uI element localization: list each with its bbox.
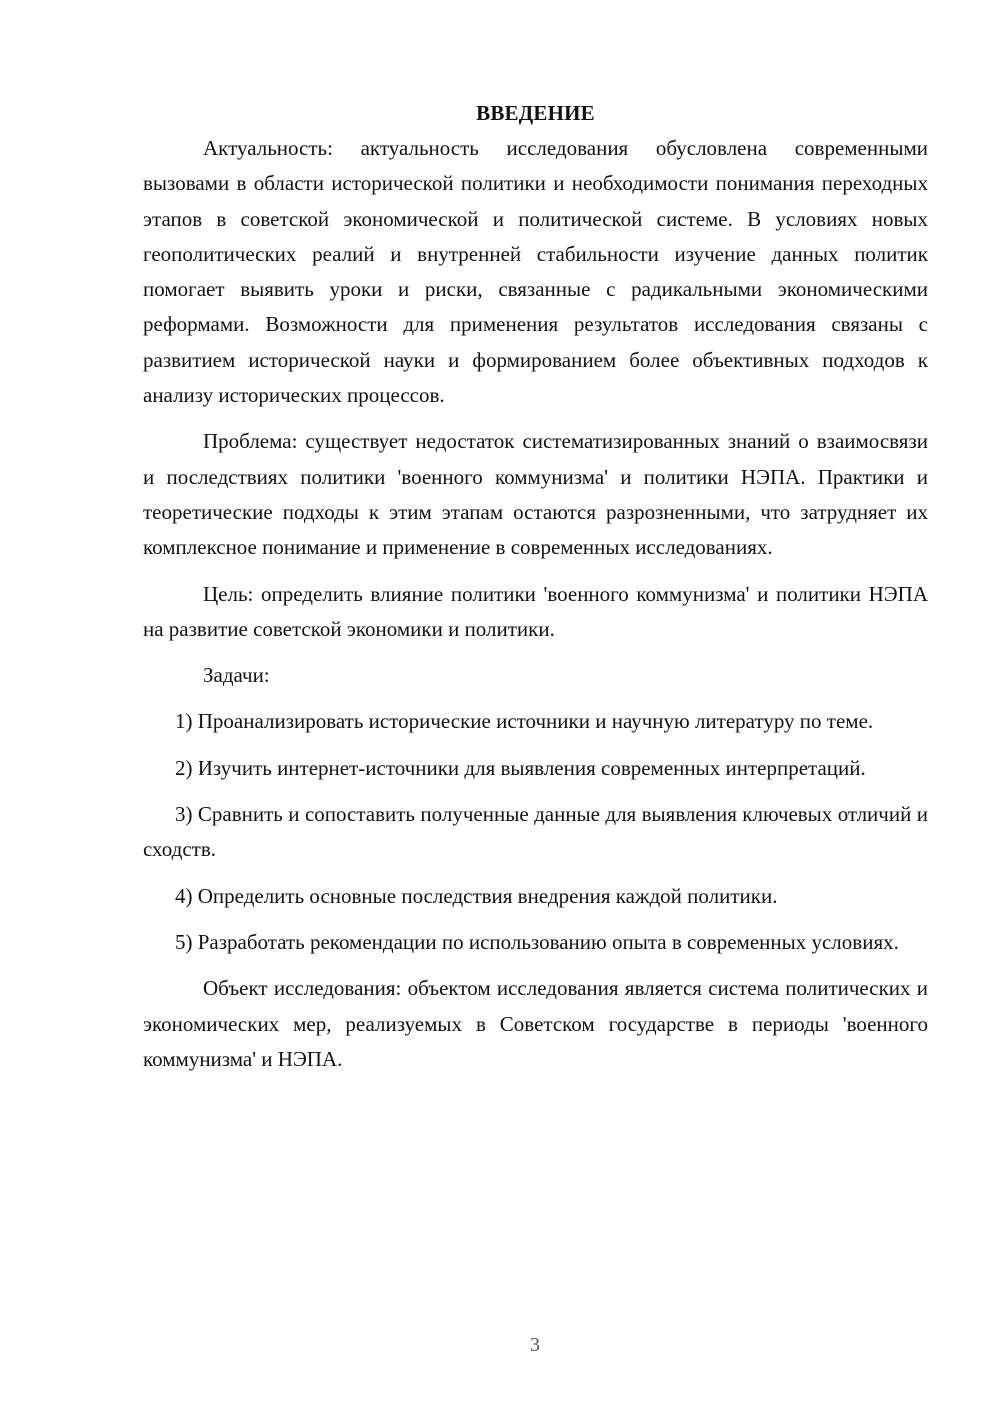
problem-paragraph: Проблема: существует недостаток систематизированных знаний о взаимосвязи и последствиях политики 'военного коммунизма' и политики НЭПА. Практики и теоретические подходы к этим этапам остаются разрозненными, что затрудняет их комплексное понимание и применение в современных исследованиях.: [143, 429, 928, 560]
task-item: 5) Разработать рекомендации по использованию опыта в современных условиях.: [175, 929, 899, 954]
section-title: ВВЕДЕНИЕ: [476, 101, 595, 125]
task-item: 2) Изучить интернет-источники для выявления современных интерпретаций.: [175, 755, 866, 780]
goal-paragraph: Цель: определить влияние политики 'военного коммунизма' и политики НЭПА на развитие советской экономики и политики.: [143, 581, 928, 641]
task-item: 1) Проанализировать исторические источники и научную литературу по теме.: [175, 709, 874, 734]
object-paragraph: Объект исследования: объектом исследования является система политических и экономических мер, реализуемых в Советском государстве в периоды 'военного коммунизма' и НЭПА.: [143, 976, 928, 1071]
page-number: 3: [530, 1334, 540, 1356]
task-item: 4) Определить основные последствия внедрения каждой политики.: [175, 883, 778, 908]
tasks-heading: Задачи:: [203, 663, 270, 688]
relevance-paragraph: Актуальность: актуальность исследования обусловлена современными вызовами в области исторической политики и необходимости понимания переходных этапов в советской экономической и политической системе. В условиях новых геополитических реалий и внутренней стабильности изучение данных политик помогает выявить уроки и риски, связанные с радикальными экономическими реформами. Возможности для применения результатов исследования связаны с развитием исторической науки и формированием более объективных подходов к анализу исторических процессов.: [143, 136, 928, 408]
document-page: [143, 96, 928, 1088]
task-item: 3) Сравнить и сопоставить полученные данные для выявления ключевых отличий и сходств.: [143, 802, 928, 862]
